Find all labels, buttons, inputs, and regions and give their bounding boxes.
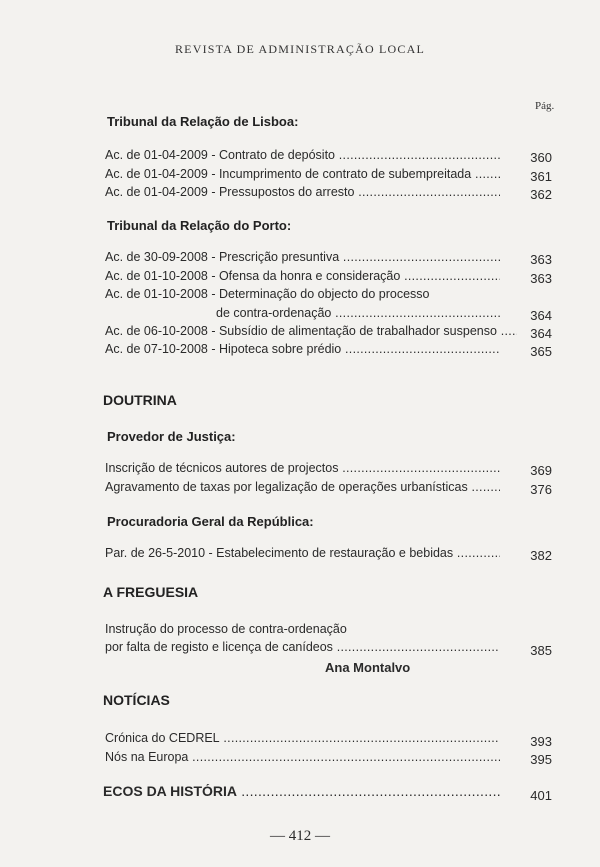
toc-entry: Nós na Europa ..... (105, 750, 500, 764)
running-title: REVISTA DE ADMINISTRAÇÃO LOCAL (174, 42, 426, 56)
section-heading-doutrina: DOUTRINA (103, 392, 177, 408)
toc-page-number: 382 (530, 548, 552, 563)
section-title-procuradoria: Procuradoria Geral da República: (107, 514, 314, 529)
toc-page-number: 364 (530, 308, 552, 323)
toc-page-number: 364 (530, 326, 552, 341)
section-title-porto: Tribunal da Relação do Porto: (107, 218, 292, 233)
toc-entry: Ac. de 01-04-2009 - Pressupostos do arresto ..... (105, 185, 500, 199)
toc-entry: Par. de 26-5-2010 - Estabelecimento de restauração e bebidas ..... (105, 546, 500, 560)
toc-page-number: 393 (530, 734, 552, 749)
section-title-provedor: Provedor de Justiça: (107, 429, 236, 444)
section-title-lisboa: Tribunal da Relação de Lisboa: (107, 114, 299, 129)
toc-entry-line: Ac. de 01-10-2008 - Determinação do objecto do processo (105, 287, 430, 301)
toc-page-number: 395 (530, 752, 552, 767)
toc-page-number: 360 (530, 150, 552, 165)
toc-entry-line: Instrução do processo de contra-ordenação (105, 622, 347, 636)
toc-entry: de contra-ordenação ..... (216, 306, 500, 320)
article-author: Ana Montalvo (325, 660, 411, 675)
page-folio: — 412 — (270, 828, 330, 844)
toc-page-number: 363 (530, 271, 552, 286)
toc-entry: Ac. de 30-09-2008 - Prescrição presuntiva ..... (105, 250, 500, 264)
toc-page-number: 401 (530, 788, 552, 803)
toc-page-number: 385 (530, 643, 552, 658)
page-column-label: Pág. (535, 100, 555, 112)
toc-entry: Ac. de 06-10-2008 - Subsídio de alimentação de trabalhador suspenso ..... (105, 324, 517, 338)
toc-entry: Ac. de 01-10-2008 - Ofensa da honra e consideração ..... (105, 269, 500, 283)
toc-entry: Crónica do CEDREL ..... (105, 731, 500, 745)
toc-page-number: 369 (530, 463, 552, 478)
toc-entry: Ac. de 01-04-2009 - Incumprimento de contrato de subempreitada ..... (105, 167, 500, 181)
toc-entry: ECOS DA HISTÓRIA ..... (103, 784, 500, 798)
toc-entry: Agravamento de taxas por legalização de operações urbanísticas ..... (105, 480, 500, 494)
toc-page-number: 363 (530, 252, 552, 267)
toc-page-number: 361 (530, 169, 552, 184)
section-heading-freguesia: A FREGUESIA (103, 584, 199, 600)
toc-entry: Ac. de 07-10-2008 - Hipoteca sobre prédio ..... (105, 342, 500, 356)
toc-entry: Ac. de 01-04-2009 - Contrato de depósito ..... (105, 148, 500, 162)
section-heading-noticias: NOTÍCIAS (103, 692, 170, 708)
toc-page-number: 362 (530, 187, 552, 202)
toc-entry: por falta de registo e licença de canídeos ..... (105, 640, 500, 654)
toc-entry: Inscrição de técnicos autores de projectos ..... (105, 461, 500, 475)
toc-page-number: 376 (530, 482, 552, 497)
toc-page-number: 365 (530, 344, 552, 359)
